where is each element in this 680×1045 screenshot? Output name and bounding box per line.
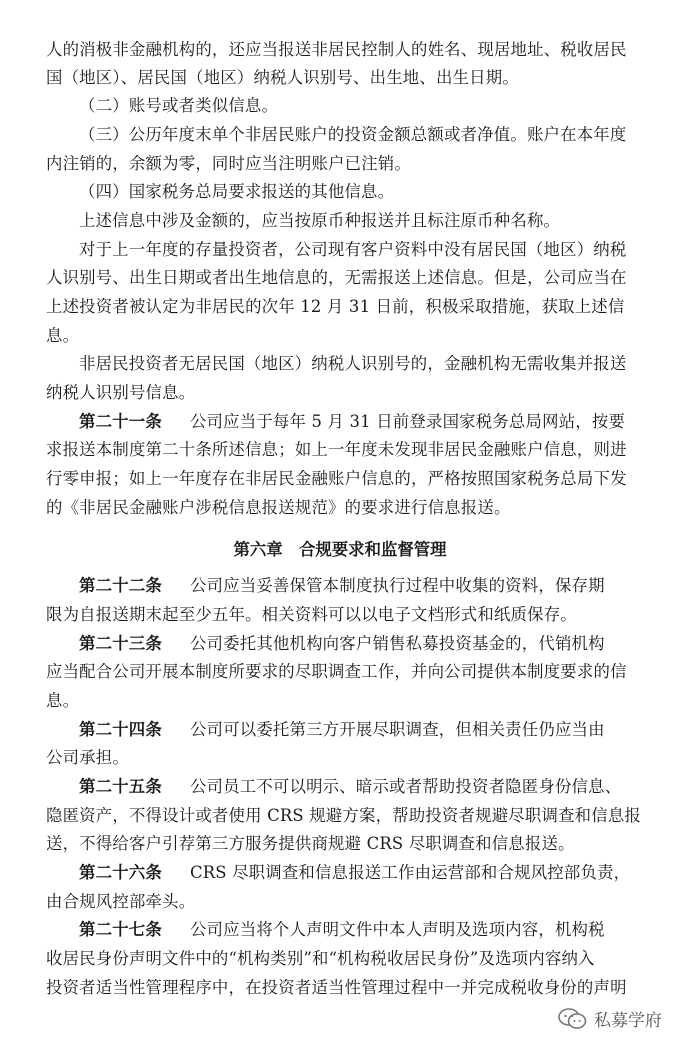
text-line: 公司应当妥善保管本制度执行过程中收集的资料，保存期 — [189, 576, 605, 595]
text-line: 纳税人识别号信息。 — [46, 383, 196, 402]
text-line: 公司应当于每年 5 月 31 日前登录国家税务总局网站，按要 — [189, 412, 626, 431]
article-heading: 第二十一条 — [79, 412, 162, 431]
text-line: 送，不得给客户引荐第三方服务提供商规避 CRS 尽职调查和信息报送。 — [46, 834, 575, 853]
text-line: 公司应当将个人声明文件中本人声明及选项内容，机构税 — [189, 920, 605, 939]
text-line: 人的消极非金融机构的，还应当报送非居民控制人的姓名、现居地址、税收居民 — [46, 40, 627, 59]
text-line: CRS 尽职调查和信息报送工作由运营部和合规风控部负责， — [189, 863, 631, 882]
text-line: 人识别号、出生日期或者出生地信息的，无需报送上述信息。但是，公司应当在 — [46, 268, 627, 287]
text-line: 应当配合公司开展本制度所要求的尽职调查工作，并向公司提供本制度要求的信 — [46, 662, 627, 681]
text-line: 限为自报送期末起至少五年。相关资料可以以电子文档形式和纸质保存。 — [46, 605, 577, 624]
chapter-title: 第六章 合规要求和监督管理 — [233, 540, 447, 559]
text-line: 国（地区）、居民国（地区）纳税人识别号、出生地、出生日期。 — [46, 68, 519, 87]
article-heading: 第二十四条 — [79, 720, 162, 739]
text-line: 由合规风控部牵头。 — [46, 892, 196, 911]
text-line: 内注销的，余额为零，同时应当注明账户已注销。 — [46, 154, 411, 173]
text-line: 投资者适当性管理程序中，在投资者适当性管理过程中一并完成税收身份的声明 — [46, 978, 627, 997]
text-line: 非居民投资者无居民国（地区）纳税人识别号的，金融机构无需收集并报送 — [79, 354, 627, 373]
text-line: 公司员工不可以明示、暗示或者帮助投资者隐匿身份信息、 — [189, 777, 622, 796]
article-heading: 第二十七条 — [79, 920, 162, 939]
text-line: （二）账号或者类似信息。 — [79, 96, 279, 115]
text-line: （四）国家税务总局要求报送的其他信息。 — [79, 182, 395, 201]
article-23 — [79, 634, 605, 654]
text-line: （三）公历年度末单个非居民账户的投资金额总额或者净值。账户在本年度 — [79, 125, 627, 144]
text-line: 上述投资者被认定为非居民的次年 12 月 31 日前，积极采取措施，获取上述信 — [46, 297, 625, 316]
text-line: 收居民身份声明文件中的“机构类别”和“机构税收居民身份”及选项内容纳入 — [46, 949, 595, 968]
text-line: 行零申报；如上一年度存在非居民金融账户信息的，严格按照国家税务总局下发 — [46, 469, 627, 488]
text-line: 求报送本制度第二十条所述信息；如上一年度未发现非居民金融账户信息，则进 — [46, 440, 627, 459]
article-22 — [79, 576, 605, 596]
text-line: 上述信息中涉及金额的，应当按原币种报送并且标注原币种名称。 — [79, 211, 561, 230]
text-line: 对于上一年度的存量投资者，公司现有客户资料中没有居民国（地区）纳税 — [79, 240, 627, 259]
article-heading: 第二十二条 — [79, 576, 162, 595]
article-27 — [79, 920, 605, 940]
text-line: 公司委托其他机构向客户销售私募投资基金的，代销机构 — [189, 634, 605, 653]
text-line: 隐匿资产，不得设计或者使用 CRS 规避方案，帮助投资者规避尽职调查和信息报 — [46, 806, 642, 825]
text-line: 息。 — [46, 326, 80, 345]
article-heading: 第二十六条 — [79, 863, 162, 882]
wechat-icon — [558, 1008, 588, 1030]
text-line: 息。 — [46, 691, 80, 710]
text-line: 公司承担。 — [46, 748, 129, 767]
text-line: 的《非居民金融账户涉税信息报送规范》的要求进行信息报送。 — [46, 498, 511, 517]
text-line: 公司可以委托第三方开展尽职调查，但相关责任仍应当由 — [189, 720, 605, 739]
article-heading: 第二十三条 — [79, 634, 162, 653]
watermark — [558, 1006, 662, 1031]
article-26 — [79, 863, 630, 883]
watermark-text: 私募学府 — [594, 1011, 662, 1031]
article-21 — [79, 412, 625, 432]
article-24 — [79, 720, 605, 740]
article-25 — [79, 777, 621, 797]
article-heading: 第二十五条 — [79, 777, 162, 796]
